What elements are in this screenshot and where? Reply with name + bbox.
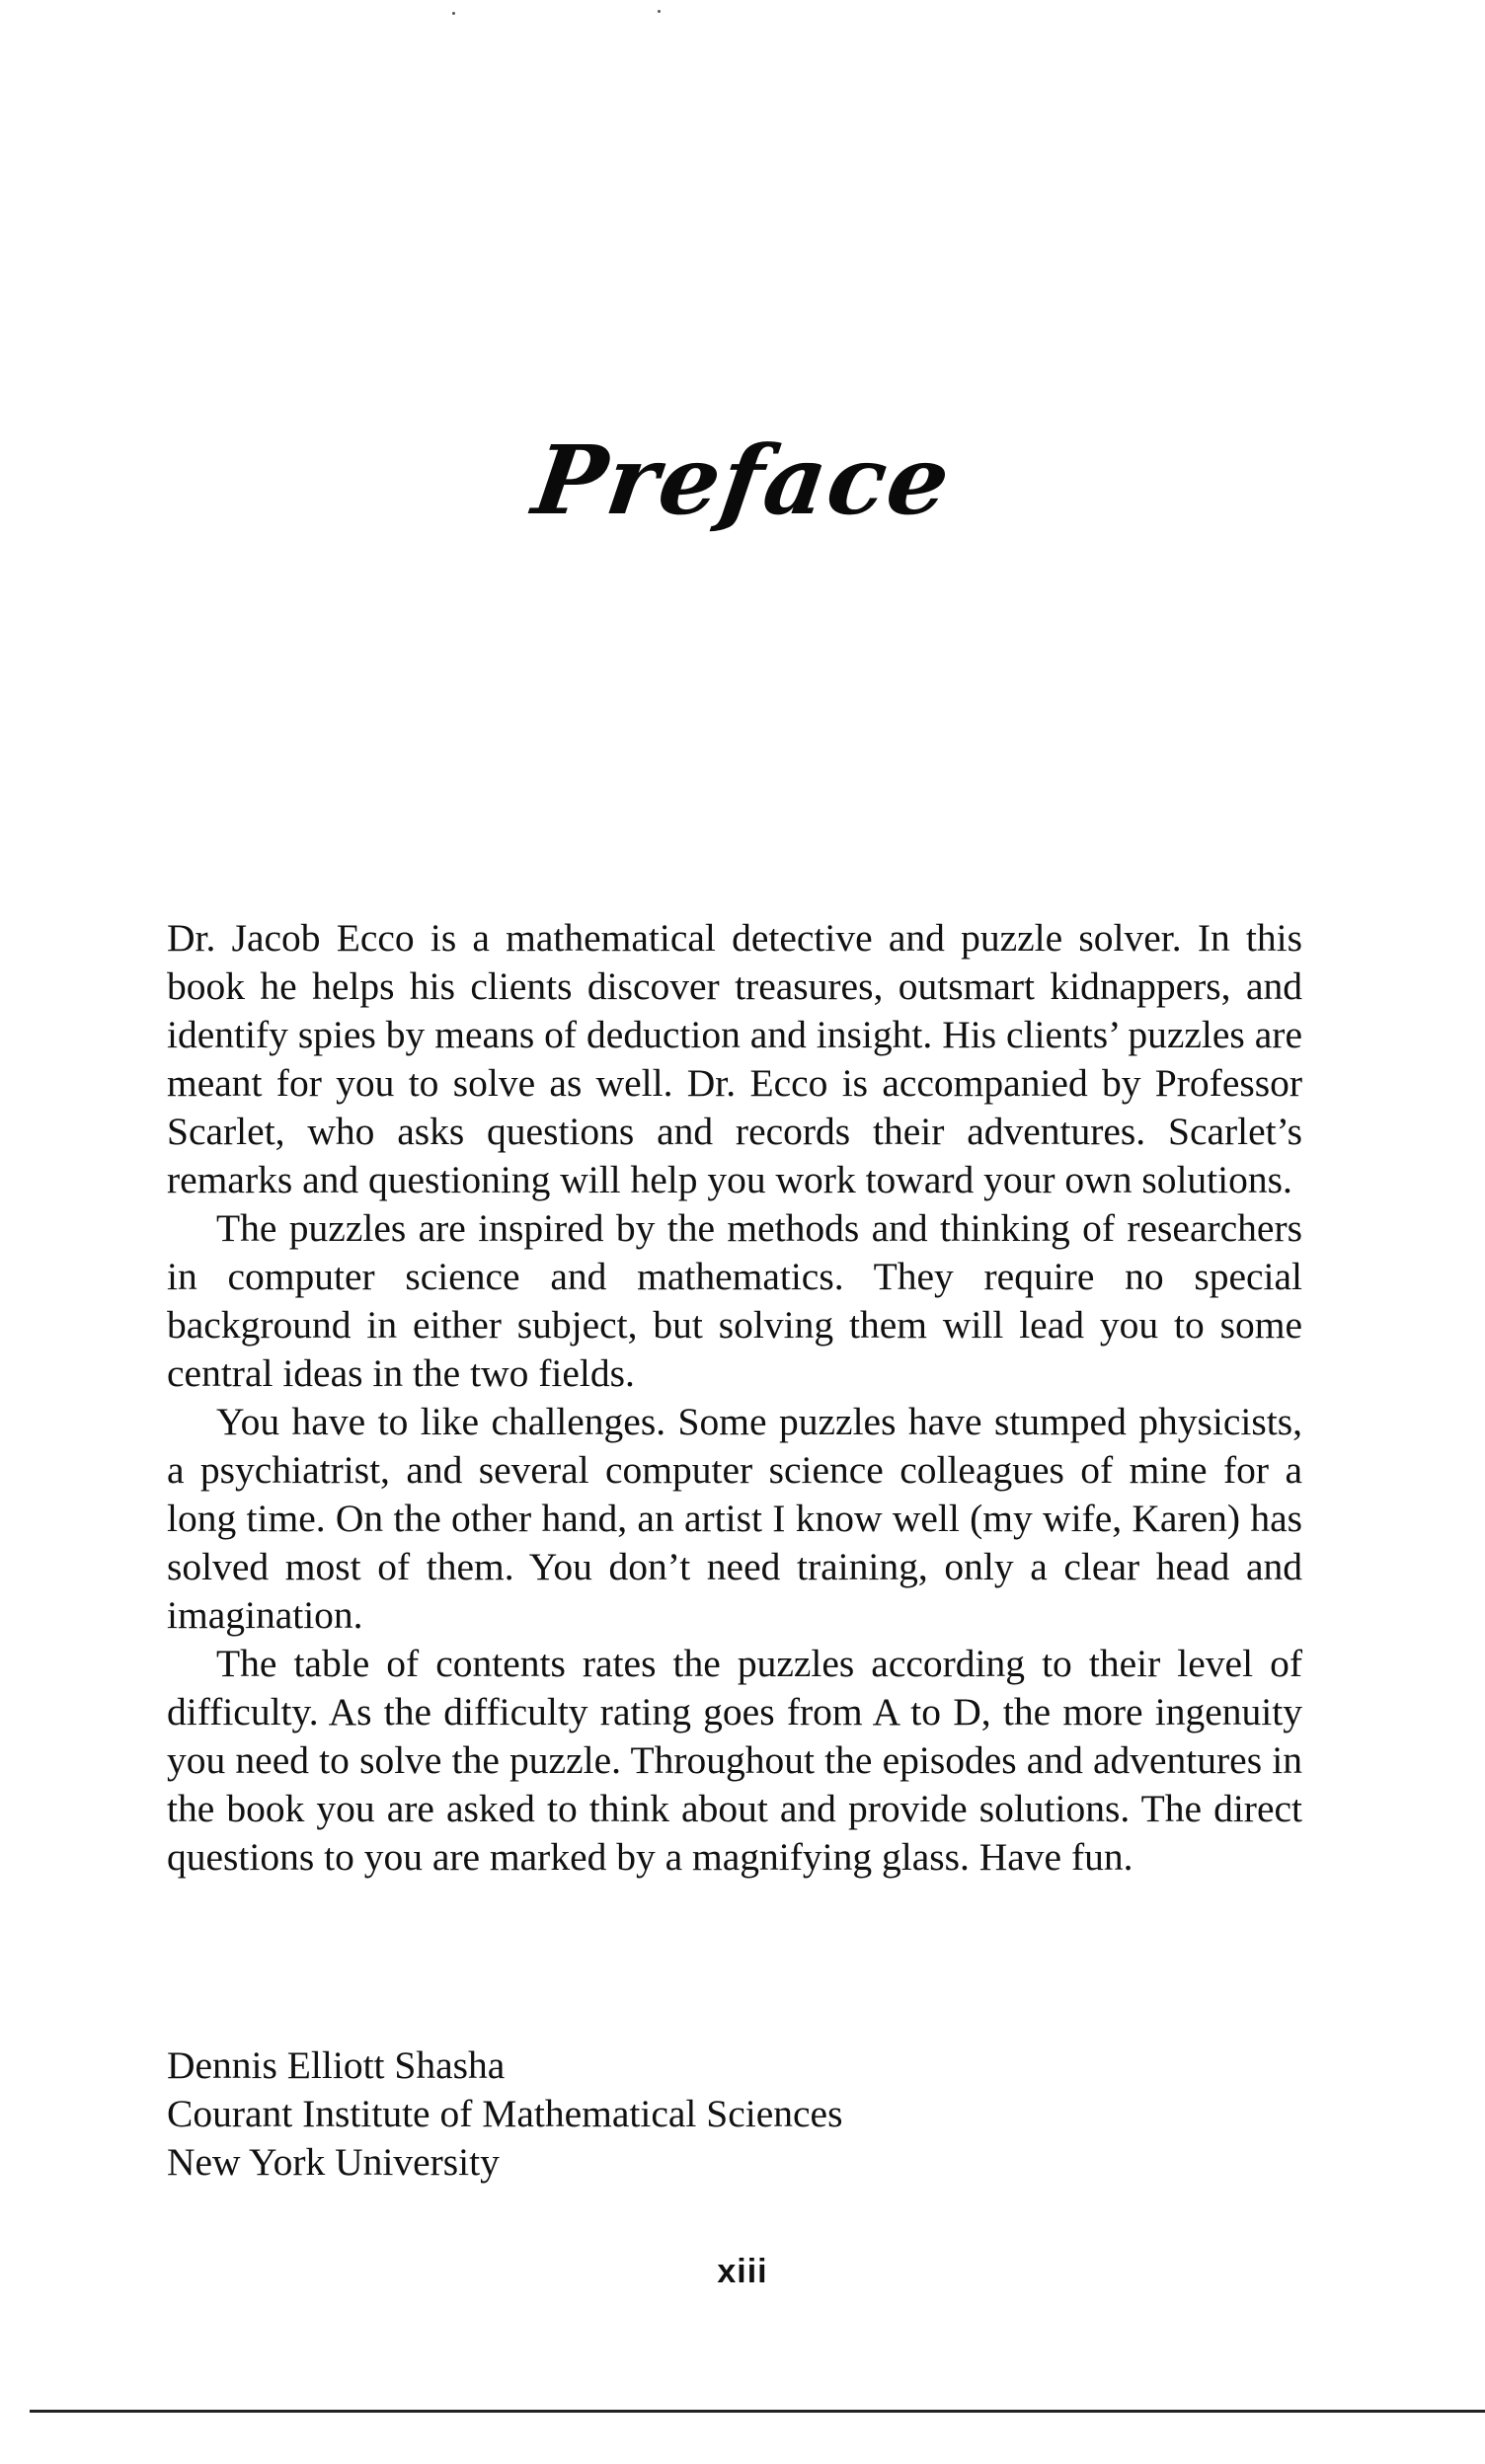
author-name: Dennis Elliott Shasha bbox=[167, 2043, 506, 2087]
paragraph-3: You have to like challenges. Some puzzles have stumped physicists, a psychiatrist, and several computer science colleagues of mine for a long time. On the other hand, an artist I know well (my wife, Karen) has solved most of them. You don’t need training, only a clear head and imagination. bbox=[167, 1400, 1302, 1637]
page-number: xiii bbox=[717, 2253, 768, 2290]
signature-block bbox=[167, 2041, 1302, 2187]
author-institute: Courant Institute of Mathematical Sciences bbox=[167, 2092, 843, 2135]
paragraph-2: The puzzles are inspired by the methods and thinking of researchers in computer science and mathematics. They require no special background in either subject, but solving them will lead you to some central ideas in the two fields. bbox=[167, 1206, 1302, 1395]
preface-body bbox=[167, 914, 1302, 1882]
paragraph-4: The table of contents rates the puzzles according to their level of difficulty. As the difficulty rating goes from A to D, the more ingenuity you need to solve the puzzle. Throughout the episodes and adventures in the book you are asked to think about and provide solutions. The direct questions to you are marked by a magnifying glass. Have fun. bbox=[167, 1642, 1302, 1879]
scan-speck bbox=[658, 10, 661, 13]
paragraph-1: Dr. Jacob Ecco is a mathematical detective and puzzle solver. In this book he helps his clients discover treasures, outsmart kidnappers, and identify spies by means of deduction and insight. His clients’ puzzles are meant for you to solve as well. Dr. Ecco is accompanied by Professor Scarlet, who asks questions and records their adventures. Scarlet’s remarks and questioning will help you work toward your own solutions. bbox=[167, 916, 1302, 1201]
bottom-rule bbox=[30, 2410, 1485, 2413]
author-university: New York University bbox=[167, 2140, 500, 2184]
page-title: Preface bbox=[526, 424, 959, 536]
scan-speck bbox=[452, 12, 455, 15]
